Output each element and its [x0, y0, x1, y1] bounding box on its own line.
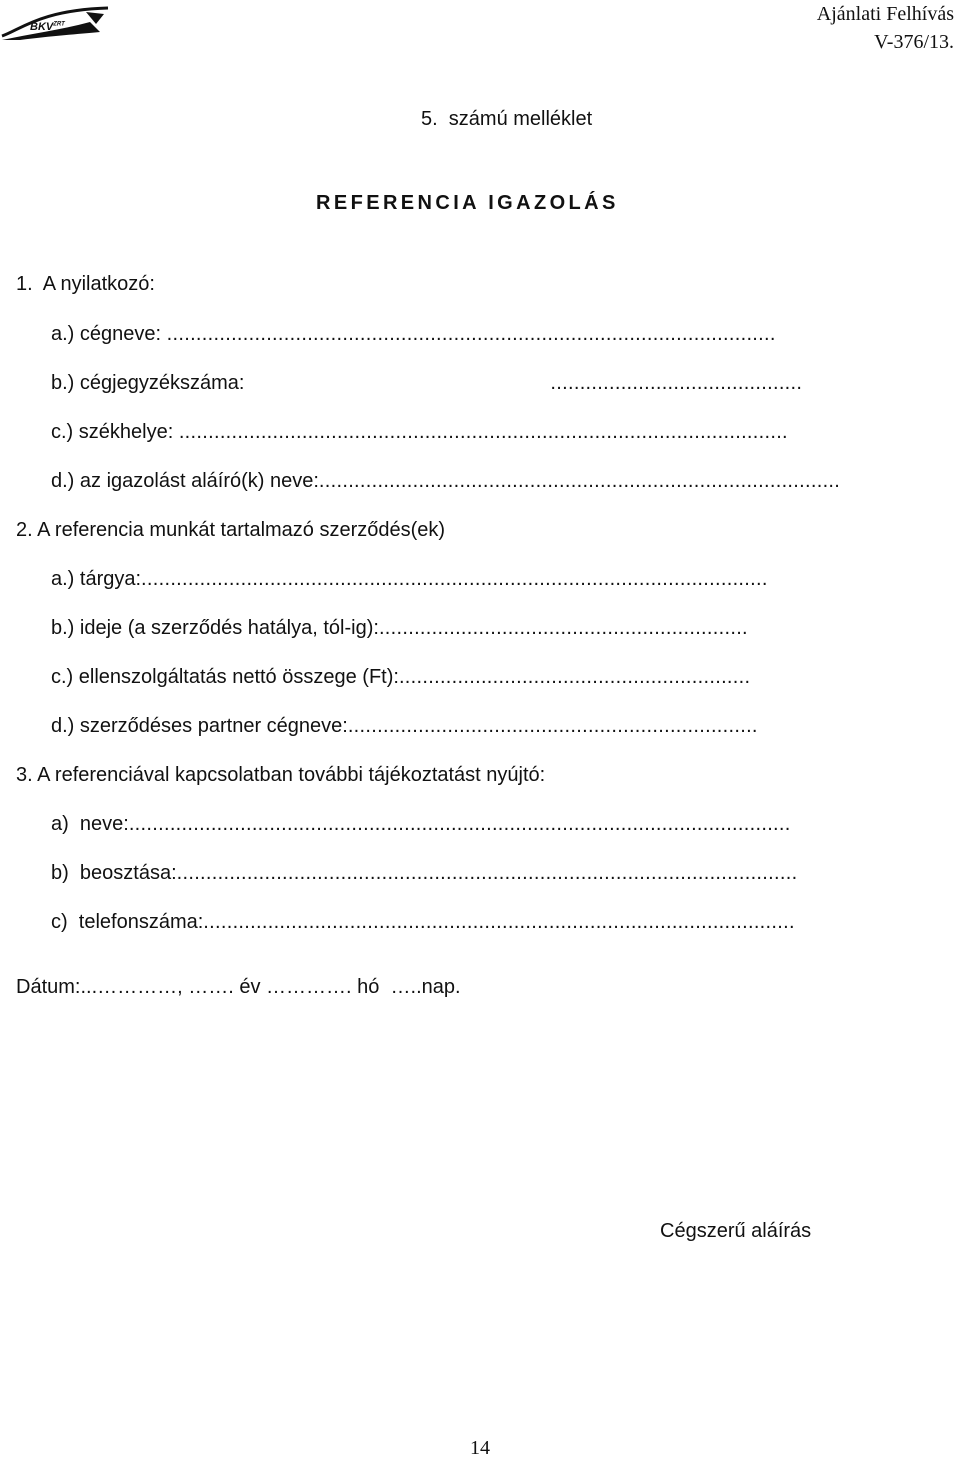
field-partner-name [51, 714, 877, 738]
field-label: c) telefonszáma: [51, 911, 204, 933]
fill-in-dots: ............................................................... [378, 617, 748, 639]
field-company-name [51, 322, 877, 346]
field-net-amount [51, 665, 877, 689]
section1-heading: 1. A nyilatkozó: [16, 273, 155, 295]
field-label: b.) cégjegyzékszáma: [51, 372, 245, 394]
field-signatory-name [51, 469, 877, 493]
company-logo [0, 0, 112, 44]
fill-in-dots: ........................................................................................................... [141, 568, 768, 590]
field-contact-phone [51, 910, 877, 934]
field-contact-name [51, 812, 877, 836]
fill-in-dots: ................................................................................................................. [128, 813, 791, 835]
field-label: d.) az igazolást aláíró(k) neve: [51, 470, 319, 492]
fill-in-dots: ........................................... [550, 372, 803, 394]
document-header [817, 0, 954, 56]
document-name: Ajánlati Felhívás [816, 3, 954, 25]
field-registration-number [51, 371, 877, 395]
field-label: b) beosztása: [51, 862, 177, 884]
field-headquarters [51, 420, 877, 444]
logo-text: $BKV^{ZRT}$ [30, 21, 65, 33]
field-label: c.) ellenszolgáltatás nettó összege (Ft): [51, 666, 399, 688]
field-label: d.) szerződéses partner cégneve: [51, 715, 348, 737]
field-contact-position [51, 861, 877, 885]
fill-in-dots: ...................................................................... [347, 715, 758, 737]
date-line: Dátum:...…………, ……. év …………. hó …..nap. [16, 976, 461, 998]
field-label: a.) cégneve: [51, 323, 162, 345]
field-label: a) neve: [51, 813, 129, 835]
fill-in-dots: .......................................................................................................... [176, 862, 798, 884]
field-contract-subject [51, 567, 877, 591]
signature-label: Cégszerű aláírás [660, 1220, 812, 1242]
field-label: a.) tárgya: [51, 568, 142, 590]
field-label: b.) ideje (a szerződés hatálya, tól-ig): [51, 617, 379, 639]
section3-heading: 3. A referenciával kapcsolatban további tájékoztatást nyújtó: [16, 764, 546, 786]
fill-in-dots: ......................................................................................... [318, 470, 841, 492]
logo-sup: ZRT [53, 21, 65, 28]
fill-in-dots: ..................................................................................................... [203, 911, 795, 933]
fill-in-dots: ........................................................................................................ [166, 323, 776, 345]
annex-label: 5. számú melléklet [421, 108, 593, 130]
section2-heading: 2. A referencia munkát tartalmazó szerződés(ek) [16, 519, 446, 541]
field-label: c.) székhelye: [51, 421, 174, 443]
field-contract-duration [51, 616, 877, 640]
fill-in-dots: ............................................................ [398, 666, 751, 688]
document-title: REFERENCIA IGAZOLÁS [316, 192, 619, 214]
fill-in-dots: ........................................................................................................ [178, 421, 788, 443]
page-number: 14 [470, 1437, 490, 1459]
document-number: V-376/13. [874, 31, 954, 53]
